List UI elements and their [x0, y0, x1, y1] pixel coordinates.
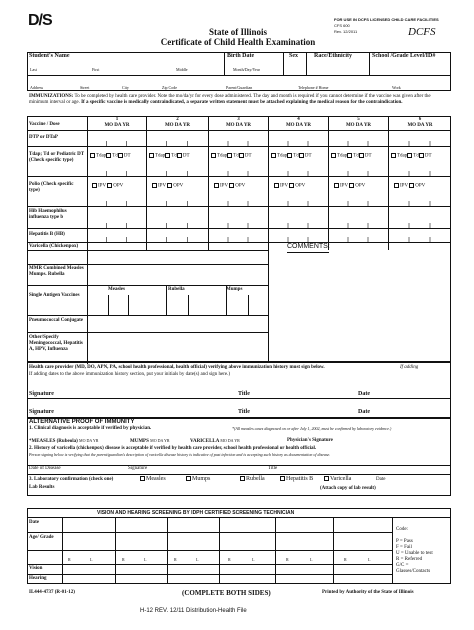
vision-hearing-box: [27, 508, 451, 584]
tdap-options-2[interactable]: Tdap Td DT: [149, 153, 190, 160]
student-name-label: Student's Name: [29, 53, 70, 59]
physician-signature-label: Physician's Signature: [287, 438, 333, 443]
immunity-item1: 1. Clinical diagnosis is acceptable if verified by physician.: [29, 426, 152, 431]
varicella-label: VARICELLA MO DA YR: [190, 438, 240, 444]
dose-header-6: 6 MO DA YR: [407, 117, 433, 128]
street-label: Street: [80, 85, 90, 90]
tdap-options-3[interactable]: Tdap Td DT: [211, 153, 252, 160]
single-antigen-rubella: Rubella: [168, 287, 185, 292]
title-label-2: Title: [238, 409, 250, 415]
polio-options-3[interactable]: IPV OPV: [214, 183, 245, 190]
lab-opt-hepb[interactable]: Hepatitis B: [280, 476, 313, 483]
vaccine-dose-header: Vaccine / Dose: [29, 122, 60, 127]
polio-options-2[interactable]: IPV OPV: [152, 183, 183, 190]
disease-title-label: Title: [268, 466, 278, 471]
lab-opt-measles[interactable]: Measles: [140, 476, 166, 483]
tdap-options-5[interactable]: Tdap Td DT: [331, 153, 372, 160]
date-cell-ticks: [87, 130, 451, 364]
measles-label: *MEASLES (Rubeola) MO DA YR: [29, 438, 99, 444]
attach-lab-note: (Attach copy of lab result): [320, 486, 376, 491]
tdap-options-6[interactable]: Tdap Td DT: [391, 153, 432, 160]
form-title-line2: Certificate of Child Health Examination: [160, 37, 316, 47]
polio-options-1[interactable]: IPV OPV: [92, 183, 123, 190]
row-varicella-label: Varicella (Chickenpox): [29, 244, 79, 249]
polio-options-6[interactable]: IPV OPV: [394, 183, 425, 190]
address-label: Address: [30, 85, 44, 90]
tdap-options-1[interactable]: Tdap Td DT: [90, 153, 131, 160]
revision-date: Rev. 12/2011: [334, 29, 358, 34]
if-adding-label: If adding: [400, 365, 419, 370]
vision-heading: VISION AND HEARING SCREENING BY IDPH CERTIFIED SCREENING TECHNICIAN: [97, 510, 295, 516]
lab-opt-rubella[interactable]: Rubella: [240, 476, 265, 483]
lab-opt-varicella[interactable]: Varicella: [324, 476, 351, 483]
row-pneumococcal-label: Pneumococcal Conjugate: [29, 318, 84, 323]
form-title-line1: State of Illinois: [208, 27, 267, 37]
lab-results-label: Lab Results: [29, 485, 55, 490]
zip-label: Zip Code: [162, 85, 177, 90]
immunity-item1-note: *(All measles cases diagnosed on or after July 1, 2002, must be confirmed by laboratory evidence.): [232, 426, 392, 431]
form-number: IL444-4737 (R-01-12): [29, 590, 75, 595]
polio-options-4[interactable]: IPV OPV: [274, 183, 305, 190]
telephone-label: Telephone # Home: [298, 85, 329, 90]
dose-header-5: 5 MO DA YR: [345, 117, 372, 128]
immunity-item2-sub: Person signing below is verifying that the parent/guardian's description of varicella disease history is indicative of past infection and is accepting such history as documentation of disease.: [29, 452, 331, 457]
hearing-row-label: Hearing: [29, 576, 47, 581]
dose-header-1: 1 MO DA YR: [104, 117, 130, 128]
middle-name-label: Middle: [176, 67, 188, 72]
row-other-label: Other/Specify Meningococcal, Hepatitis A, HPV, Influenza: [29, 335, 83, 352]
disease-signature-label: Signature: [128, 466, 148, 471]
dose-header-3: 3 MO DA YR: [225, 117, 252, 128]
distribution-line: H-12 REV. 12/11 Distribution-Health File: [140, 608, 247, 614]
birth-date-sub: Month/Day/Year: [233, 67, 260, 72]
row-polio-label: Polio (Check specific type): [29, 182, 74, 193]
school-label: School /Grade Level/ID#: [372, 53, 436, 59]
single-antigen-mumps: Mumps: [226, 287, 243, 292]
lab-opt-mumps[interactable]: Mumps: [186, 476, 210, 483]
sex-label: Sex: [289, 53, 298, 59]
row-hib-label: Hib Haemophilus influenza type b: [29, 209, 67, 220]
immunity-item2: 2. History of varicella (chickenpox) disease is acceptable if verified by health care provider, school health professional or health official.: [29, 446, 317, 451]
vision-date-label: Date: [29, 520, 39, 525]
immunization-intro-text: To be completed by health care provider. Note the mo/da/yr for every dose administered. The day and month is required if you cannot determine if the vaccine was given after the minimum interval or age.: [29, 94, 431, 105]
vision-age-label: Age/ Grade: [29, 535, 54, 540]
immunity-heading: ALTERNATIVE PROOF OF IMMUNITY: [29, 419, 135, 425]
race-label: Race/Ethnicity: [314, 53, 352, 59]
date-of-disease-label: Date of Disease: [29, 466, 61, 471]
polio-options-5[interactable]: IPV OPV: [334, 183, 365, 190]
printed-by: Printed by Authority of the State of Illinois: [322, 590, 414, 595]
single-antigen-measles: Measles: [108, 287, 125, 292]
comments-label: COMMENTS:: [287, 243, 330, 250]
mumps-label: MUMPS MO DA YR: [130, 438, 170, 444]
immunity-item3: 3. Laboratory confirmation (check one): [29, 477, 114, 482]
date-label-1: Date: [358, 391, 370, 397]
dcfs-note: FOR USE IN DCFS LICENSED CHILD CARE FACILITIES: [334, 17, 439, 22]
dcfs-logo: [408, 26, 436, 38]
first-name-label: First: [92, 67, 100, 72]
dhs-logo: [28, 12, 52, 30]
code-legend: Code: P = Pass F = Fail U = Unable to test R = Referred G/C = Glasses/Contacts: [396, 527, 433, 574]
dose-header-4: 4 MO DA YR: [285, 117, 312, 128]
last-name-label: Last: [30, 67, 37, 72]
row-mmr-label: MMR Combined Measles Mumps. Rubella: [29, 266, 84, 277]
date-label-2: Date: [358, 409, 370, 415]
work-label: Work: [392, 85, 401, 90]
complete-both-sides: (COMPLETE BOTH SIDES): [182, 589, 271, 597]
signature-label-1: Signature: [29, 391, 54, 397]
dose-header-2: 2 MO DA YR: [164, 117, 191, 128]
row-single-antigen-label: Single Antigen Vaccines: [29, 293, 80, 298]
row-dtp-label: DTP or DTaP: [29, 135, 58, 140]
dcfs-logo-text: DCFS: [408, 26, 436, 38]
row-tdap-label: Tdap; Td or Pediatric DT (Check specific type): [29, 152, 85, 163]
immunization-intro-bold: IMMUNIZATIONS:: [29, 94, 74, 99]
cfs-code: CFS 600: [334, 23, 350, 28]
parent-label: Parent/Guardian: [226, 85, 253, 90]
immunization-intro: [29, 94, 449, 106]
lab-date-label: Date: [376, 477, 386, 482]
vision-row-label: Vision: [29, 566, 43, 571]
signature-label-2: Signature: [29, 409, 54, 415]
city-label: City: [122, 85, 129, 90]
provider-text2: If adding dates to the above immunization history section, put your initials by date(s) and sign here.): [29, 372, 231, 377]
tdap-options-4[interactable]: Tdap Td DT: [271, 153, 312, 160]
dhs-logo-text: D/S: [28, 12, 52, 29]
provider-text: Health care provider (MD, DO, APN, PA, school health professional, health official) verifying above immunization history must sign below.: [29, 365, 325, 370]
birth-date-label: Birth Date: [227, 53, 255, 59]
immunization-intro-bold2: If a specific vaccine is medically contraindicated, a separate written statement must be attached explaining the medical reason for the contraindication.: [81, 100, 403, 105]
row-hepb-label: Hepatitis B (HB): [29, 232, 65, 237]
title-label-1: Title: [238, 391, 250, 397]
